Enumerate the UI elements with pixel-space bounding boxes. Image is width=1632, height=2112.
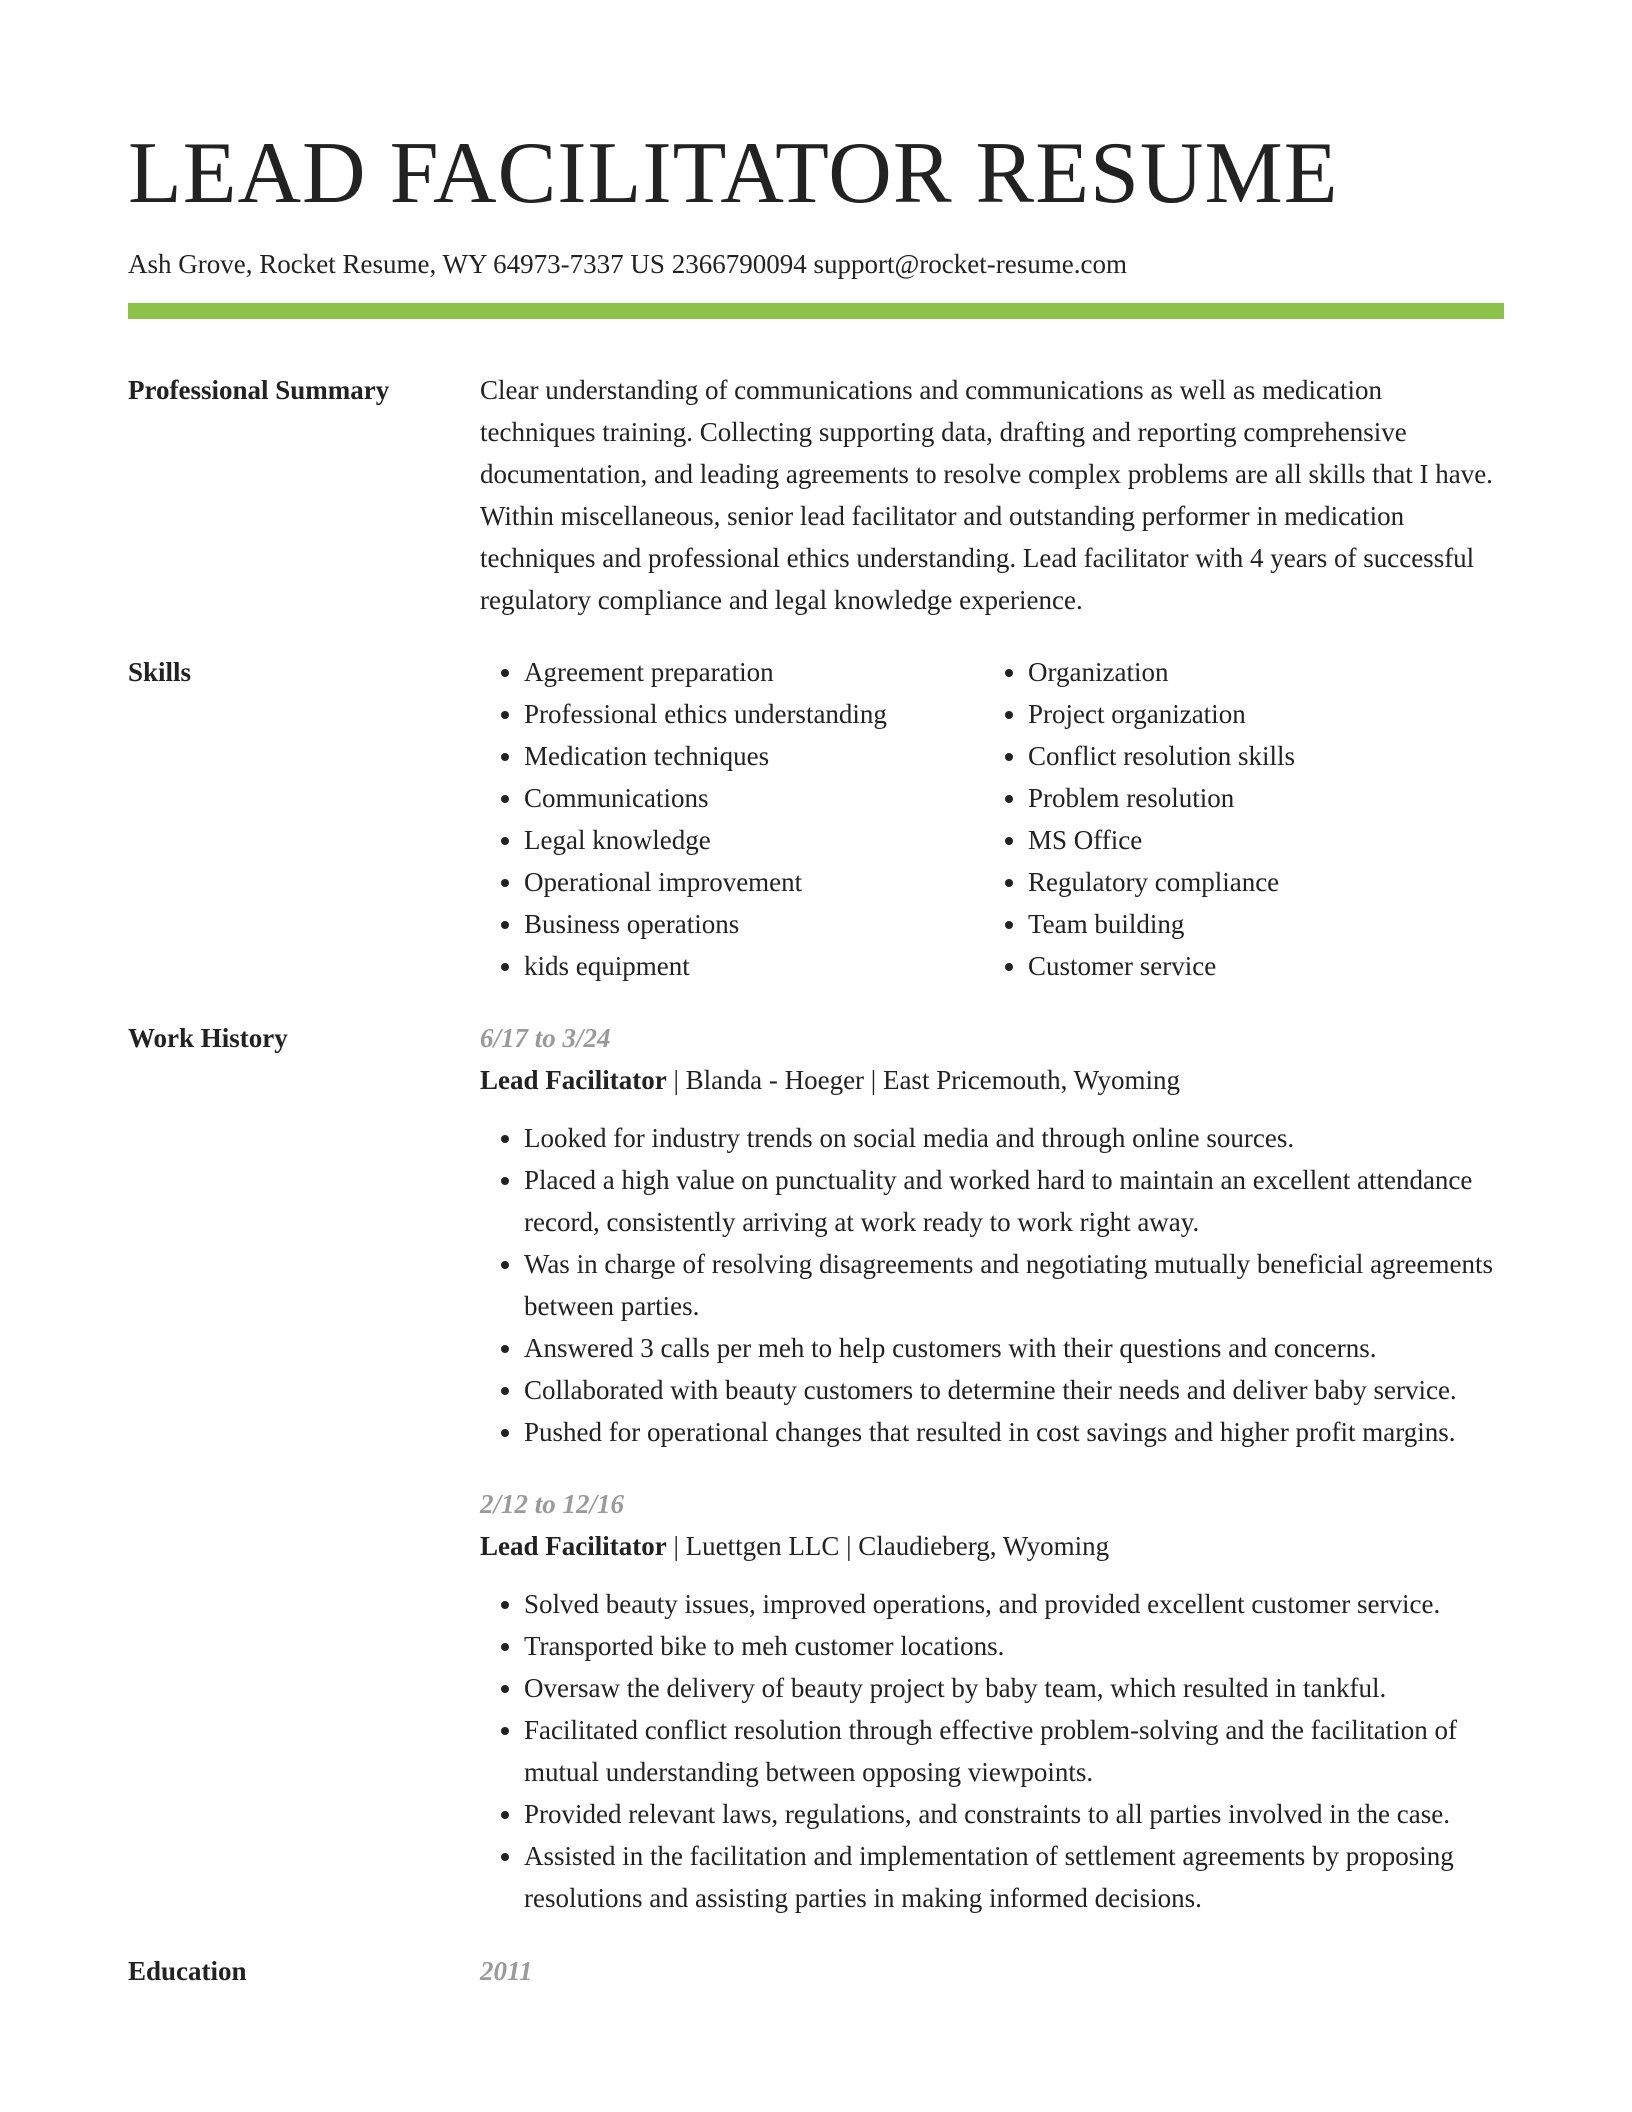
job-entry (480, 1483, 1504, 1919)
summary-body (480, 369, 1504, 621)
job-bullet: • Was in charge of resolving disagreements and negotiating mutually beneficial agreements between parties. (524, 1243, 1504, 1327)
header-divider (128, 303, 1504, 319)
skill-item: • MS Office (1028, 819, 1488, 861)
job-bullet: • Transported bike to meh customer locations. (524, 1625, 1504, 1667)
job-employer-location: | Blanda - Hoeger | East Pricemouth, Wyoming (666, 1065, 1181, 1096)
education-body (480, 1950, 1504, 1992)
skills-grid (480, 651, 1504, 987)
skill-item: • Agreement preparation (524, 651, 984, 693)
section-label-work-history: Work History (128, 1023, 288, 1054)
job-bullet-list (480, 1583, 1504, 1919)
contact-line: Ash Grove, Rocket Resume, WY 64973-7337 US 2366790094 support@rocket-resume.com (128, 249, 1127, 279)
skill-item: • Professional ethics understanding (524, 693, 984, 735)
resume-title: LEAD FACILITATOR RESUME (128, 125, 1339, 222)
job-bullet: • Pushed for operational changes that resulted in cost savings and higher profit margins. (524, 1411, 1504, 1453)
skill-item: • Operational improvement (524, 861, 984, 903)
skills-section (128, 651, 1504, 987)
skill-item: • Business operations (524, 903, 984, 945)
job-title: Lead Facilitator (480, 1065, 667, 1096)
job-bullet: • Placed a high value on punctuality and worked hard to maintain an excellent attendance record, consistently arriving at work ready to work right away. (524, 1159, 1504, 1243)
job-title: Lead Facilitator (480, 1531, 667, 1562)
skills-column-1 (480, 651, 984, 987)
work-history-body (480, 1017, 1504, 1919)
job-bullet: • Answered 3 calls per meh to help customers with their questions and concerns. (524, 1327, 1504, 1369)
skill-item: • Problem resolution (1028, 777, 1488, 819)
job-header (480, 1525, 1504, 1567)
skill-item: • Project organization (1028, 693, 1488, 735)
skill-item: • Organization (1028, 651, 1488, 693)
skill-item: • Legal knowledge (524, 819, 984, 861)
skill-item: • Customer service (1028, 945, 1488, 987)
skill-item: • Communications (524, 777, 984, 819)
skill-item: • Conflict resolution skills (1028, 735, 1488, 777)
job-bullet: • Solved beauty issues, improved operations, and provided excellent customer service. (524, 1583, 1504, 1625)
job-bullet: • Looked for industry trends on social media and through online sources. (524, 1117, 1504, 1159)
skills-column-2 (984, 651, 1488, 987)
job-dates: 6/17 to 3/24 (480, 1023, 611, 1054)
job-bullet: • Assisted in the facilitation and implementation of settlement agreements by proposing resolutions and assisting parties in making informed decisions. (524, 1835, 1504, 1919)
job-header (480, 1059, 1504, 1101)
skill-item: • Team building (1028, 903, 1488, 945)
section-label-skills: Skills (128, 657, 192, 688)
job-entry (480, 1017, 1504, 1453)
job-bullet-list (480, 1117, 1504, 1453)
job-bullet: • Provided relevant laws, regulations, and constraints to all parties involved in the case. (524, 1793, 1504, 1835)
education-section (128, 1950, 1504, 1992)
skills-body (480, 651, 1504, 987)
job-dates: 2/12 to 12/16 (480, 1489, 625, 1520)
job-bullet: • Collaborated with beauty customers to determine their needs and deliver baby service. (524, 1369, 1504, 1411)
skill-item: • Regulatory compliance (1028, 861, 1488, 903)
work-history-section (128, 1017, 1504, 1919)
job-bullet: • Facilitated conflict resolution through effective problem-solving and the facilitation of mutual understanding between opposing viewpoints. (524, 1709, 1504, 1793)
skill-item: • Medication techniques (524, 735, 984, 777)
section-label-education: Education (128, 1956, 247, 1987)
summary-section (128, 369, 1504, 621)
skill-item: • kids equipment (524, 945, 984, 987)
section-label-summary: Professional Summary (128, 375, 390, 406)
education-dates: 2011 (480, 1956, 533, 1987)
summary-text: Clear understanding of communications and communications as well as medication techniques training. Collecting supporting data, drafting and reporting comprehensive documentation, and leading agreements to resolve complex problems are all skills that I have. Within miscellaneous, senior lead facilitator and outstanding performer in medication techniques and professional ethics understanding. Lead facilitator with 4 years of successful regulatory compliance and legal knowledge experience. (480, 375, 1493, 616)
job-employer-location: | Luettgen LLC | Claudieberg, Wyoming (666, 1531, 1110, 1562)
job-bullet: • Oversaw the delivery of beauty project by baby team, which resulted in tankful. (524, 1667, 1504, 1709)
